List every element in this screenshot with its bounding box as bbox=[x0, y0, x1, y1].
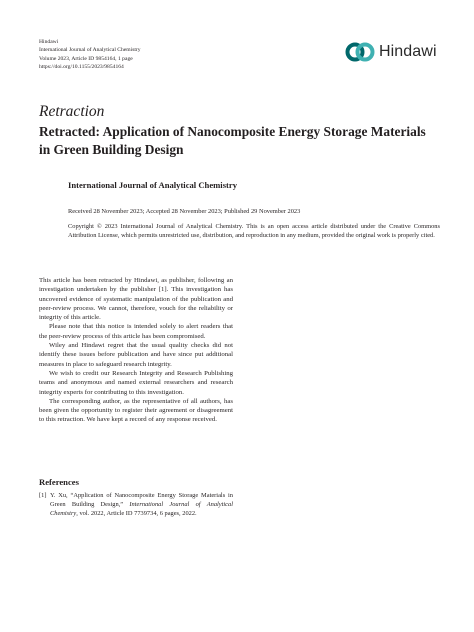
body-paragraph: Wiley and Hindawi regret that the usual quality checks did not identify these issues before publication and have since put additional measures in place to safeguard research integrity. bbox=[39, 342, 233, 368]
reference-text-before: Y. Xu, “Application of Nanocomposite Energy Storage Materials in Green Building Design,” bbox=[50, 492, 233, 509]
copyright-notice: Copyright © 2023 International Journal of Analytical Chemistry. This is an open access article distributed under the Creative Commons Attribution License, which permits unrestricted use, distribution, and reproduction in any medium, provided the original work is properly cited. bbox=[68, 223, 440, 240]
article-type: Retraction bbox=[39, 103, 105, 120]
article-author: International Journal of Analytical Chemistry bbox=[68, 180, 238, 190]
article-title: Retracted: Application of Nanocomposite Energy Storage Materials in Green Building Design bbox=[39, 124, 426, 157]
article-dates: Received 28 November 2023; Accepted 28 November 2023; Published 29 November 2023 bbox=[68, 208, 301, 215]
body-paragraph: We wish to credit our Research Integrity and Research Publishing teams and anonymous and named external researchers and research integrity experts for contributing to this investigation. bbox=[39, 369, 233, 396]
doi-link[interactable]: https://doi.org/10.1155/2023/9854164 bbox=[39, 64, 124, 71]
hindawi-logo bbox=[345, 38, 437, 66]
hindawi-logo-icon bbox=[345, 38, 375, 66]
body-paragraph: This article has been retracted by Hindawi, as publisher, following an investigation undertaken by the publisher [1]. This investigation has uncovered evidence of systematic manipulation of the publication and peer-review process. We cannot, therefore, vouch for the reliability or integrity of this article. bbox=[39, 277, 233, 322]
reference-text-after: , vol. 2022, Article ID 7739734, 6 pages, 2022. bbox=[76, 510, 197, 518]
reference-item bbox=[39, 491, 233, 519]
reference-text bbox=[50, 491, 233, 519]
reference-number: [1] bbox=[39, 492, 47, 499]
body-paragraph: Please note that this notice is intended solely to alert readers that the peer-review process of this article has been compromised. bbox=[39, 323, 233, 340]
volume-line: Volume 2023, Article ID 9854164, 1 page bbox=[39, 55, 133, 62]
reference-journal: International Journal of Analytical Chemistry bbox=[50, 501, 233, 518]
publisher-name: Hindawi bbox=[39, 39, 59, 45]
body-paragraph: The corresponding author, as the representative of all authors, has been given the opportunity to register their agreement or disagreement to this retraction. We have kept a record of any response received. bbox=[39, 397, 233, 424]
hindawi-logo-text: Hindawi bbox=[379, 43, 437, 60]
references-heading: References bbox=[39, 477, 79, 487]
retraction-body bbox=[39, 276, 233, 425]
journal-name: International Journal of Analytical Chemistry bbox=[39, 47, 141, 54]
header-meta bbox=[39, 38, 141, 72]
